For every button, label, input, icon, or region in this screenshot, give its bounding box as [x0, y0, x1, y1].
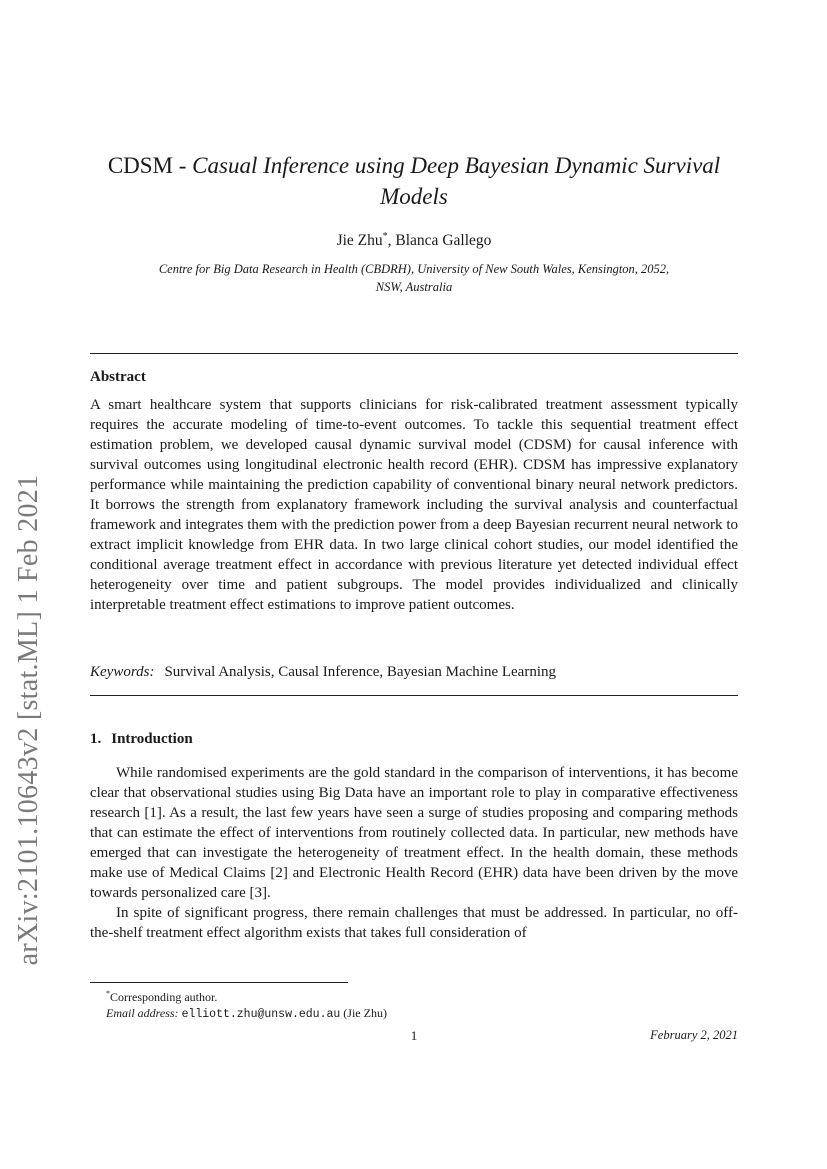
- abstract-text: A smart healthcare system that supports clinicians for risk-calibrated treatment assessment typically requires the accurate modeling of time-to-event outcomes. To tackle this sequential treatment effect estimation problem, we developed causal dynamic survival model (CDSM) for causal inference with survival outcomes using longitudinal electronic health record (EHR). CDSM has impressive explanatory performance while maintaining the prediction capability of conventional binary neural network predictors. It borrows the strength from explanatory framework including the survival analysis and counterfactual framework and integrates them with the prediction power from a deep Bayesian recurrent neural network to extract implicit knowledge from EHR data. In two large clinical cohort studies, our model identified the conditional average treatment effect in accordance with previous literature yet detected individual effect heterogeneity over time and patient subgroups. The model provides individualized and clinically interpretable treatment effect estimations to improve patient outcomes.: [90, 397, 738, 613]
- email-owner: (Jie Zhu): [343, 1006, 387, 1020]
- author-name: Blanca Gallego: [395, 232, 492, 250]
- author-separator: ,: [387, 232, 396, 250]
- corresponding-author-mark: *: [382, 231, 388, 242]
- author-name: Jie Zhu: [336, 232, 383, 250]
- keywords-label: Keywords:: [90, 664, 155, 680]
- footnote-mark: *: [106, 989, 110, 998]
- preprint-date: February 2, 2021: [650, 1028, 738, 1042]
- email-link[interactable]: elliott.zhu@unsw.edu.au: [181, 1008, 341, 1021]
- affiliation: [90, 260, 738, 296]
- arxiv-identifier-stamp: [13, 474, 44, 966]
- paragraph: In spite of significant progress, there remain challenges that must be addressed. In particular, no off-the-shelf treatment effect algorithm exists that takes full consideration of: [90, 905, 738, 941]
- footnote: [90, 986, 738, 1023]
- page-number: 1: [410, 1028, 418, 1043]
- abstract-top-rule: [90, 353, 738, 354]
- author-list: [90, 231, 738, 250]
- introduction-body: [90, 763, 738, 943]
- paragraph: While randomised experiments are the gold standard in the comparison of interventions, it has become clear that observational studies using Big Data have an important role to play in comparative effectiveness research [1]. As a result, the last few years have seen a surge of studies proposing and comparing methods that can estimate the effect of interventions from routinely collected data. In particular, new methods have emerged that can investigate the heterogeneity of treatment effect. In the health domain, these methods make use of Medical Claims [2] and Electronic Health Record (EHR) data have been driven by the move towards personalized care [3].: [90, 765, 738, 901]
- title-italic-line2: Models: [380, 184, 448, 209]
- abstract-bottom-rule: [90, 695, 738, 696]
- footnote-email: [90, 1005, 738, 1023]
- section-number: 1.: [90, 731, 102, 747]
- footnote-rule: [90, 982, 348, 983]
- email-label: Email address:: [106, 1006, 179, 1020]
- title-prefix: CDSM -: [107, 153, 193, 178]
- keywords-value: Survival Analysis, Causal Inference, Bayesian Machine Learning: [164, 664, 556, 680]
- abstract-heading: Abstract: [90, 369, 146, 385]
- section-title: Introduction: [111, 731, 193, 747]
- footnote-corresponding: [90, 986, 738, 1005]
- title-italic-line1: Casual Inference using Deep Bayesian Dynamic Survival: [192, 153, 721, 178]
- section-heading: [90, 731, 193, 748]
- arxiv-identifier-text: arXiv:2101.10643v2 [stat.ML] 1 Feb 2021: [13, 474, 44, 966]
- affiliation-line: Centre for Big Data Research in Health (CBDRH), University of New South Wales, Kensington, 2052,: [158, 262, 670, 276]
- keywords: [90, 664, 738, 681]
- paper-title: [90, 150, 738, 212]
- affiliation-line: NSW, Australia: [375, 280, 453, 294]
- footnote-corresponding-text: Corresponding author.: [110, 990, 218, 1004]
